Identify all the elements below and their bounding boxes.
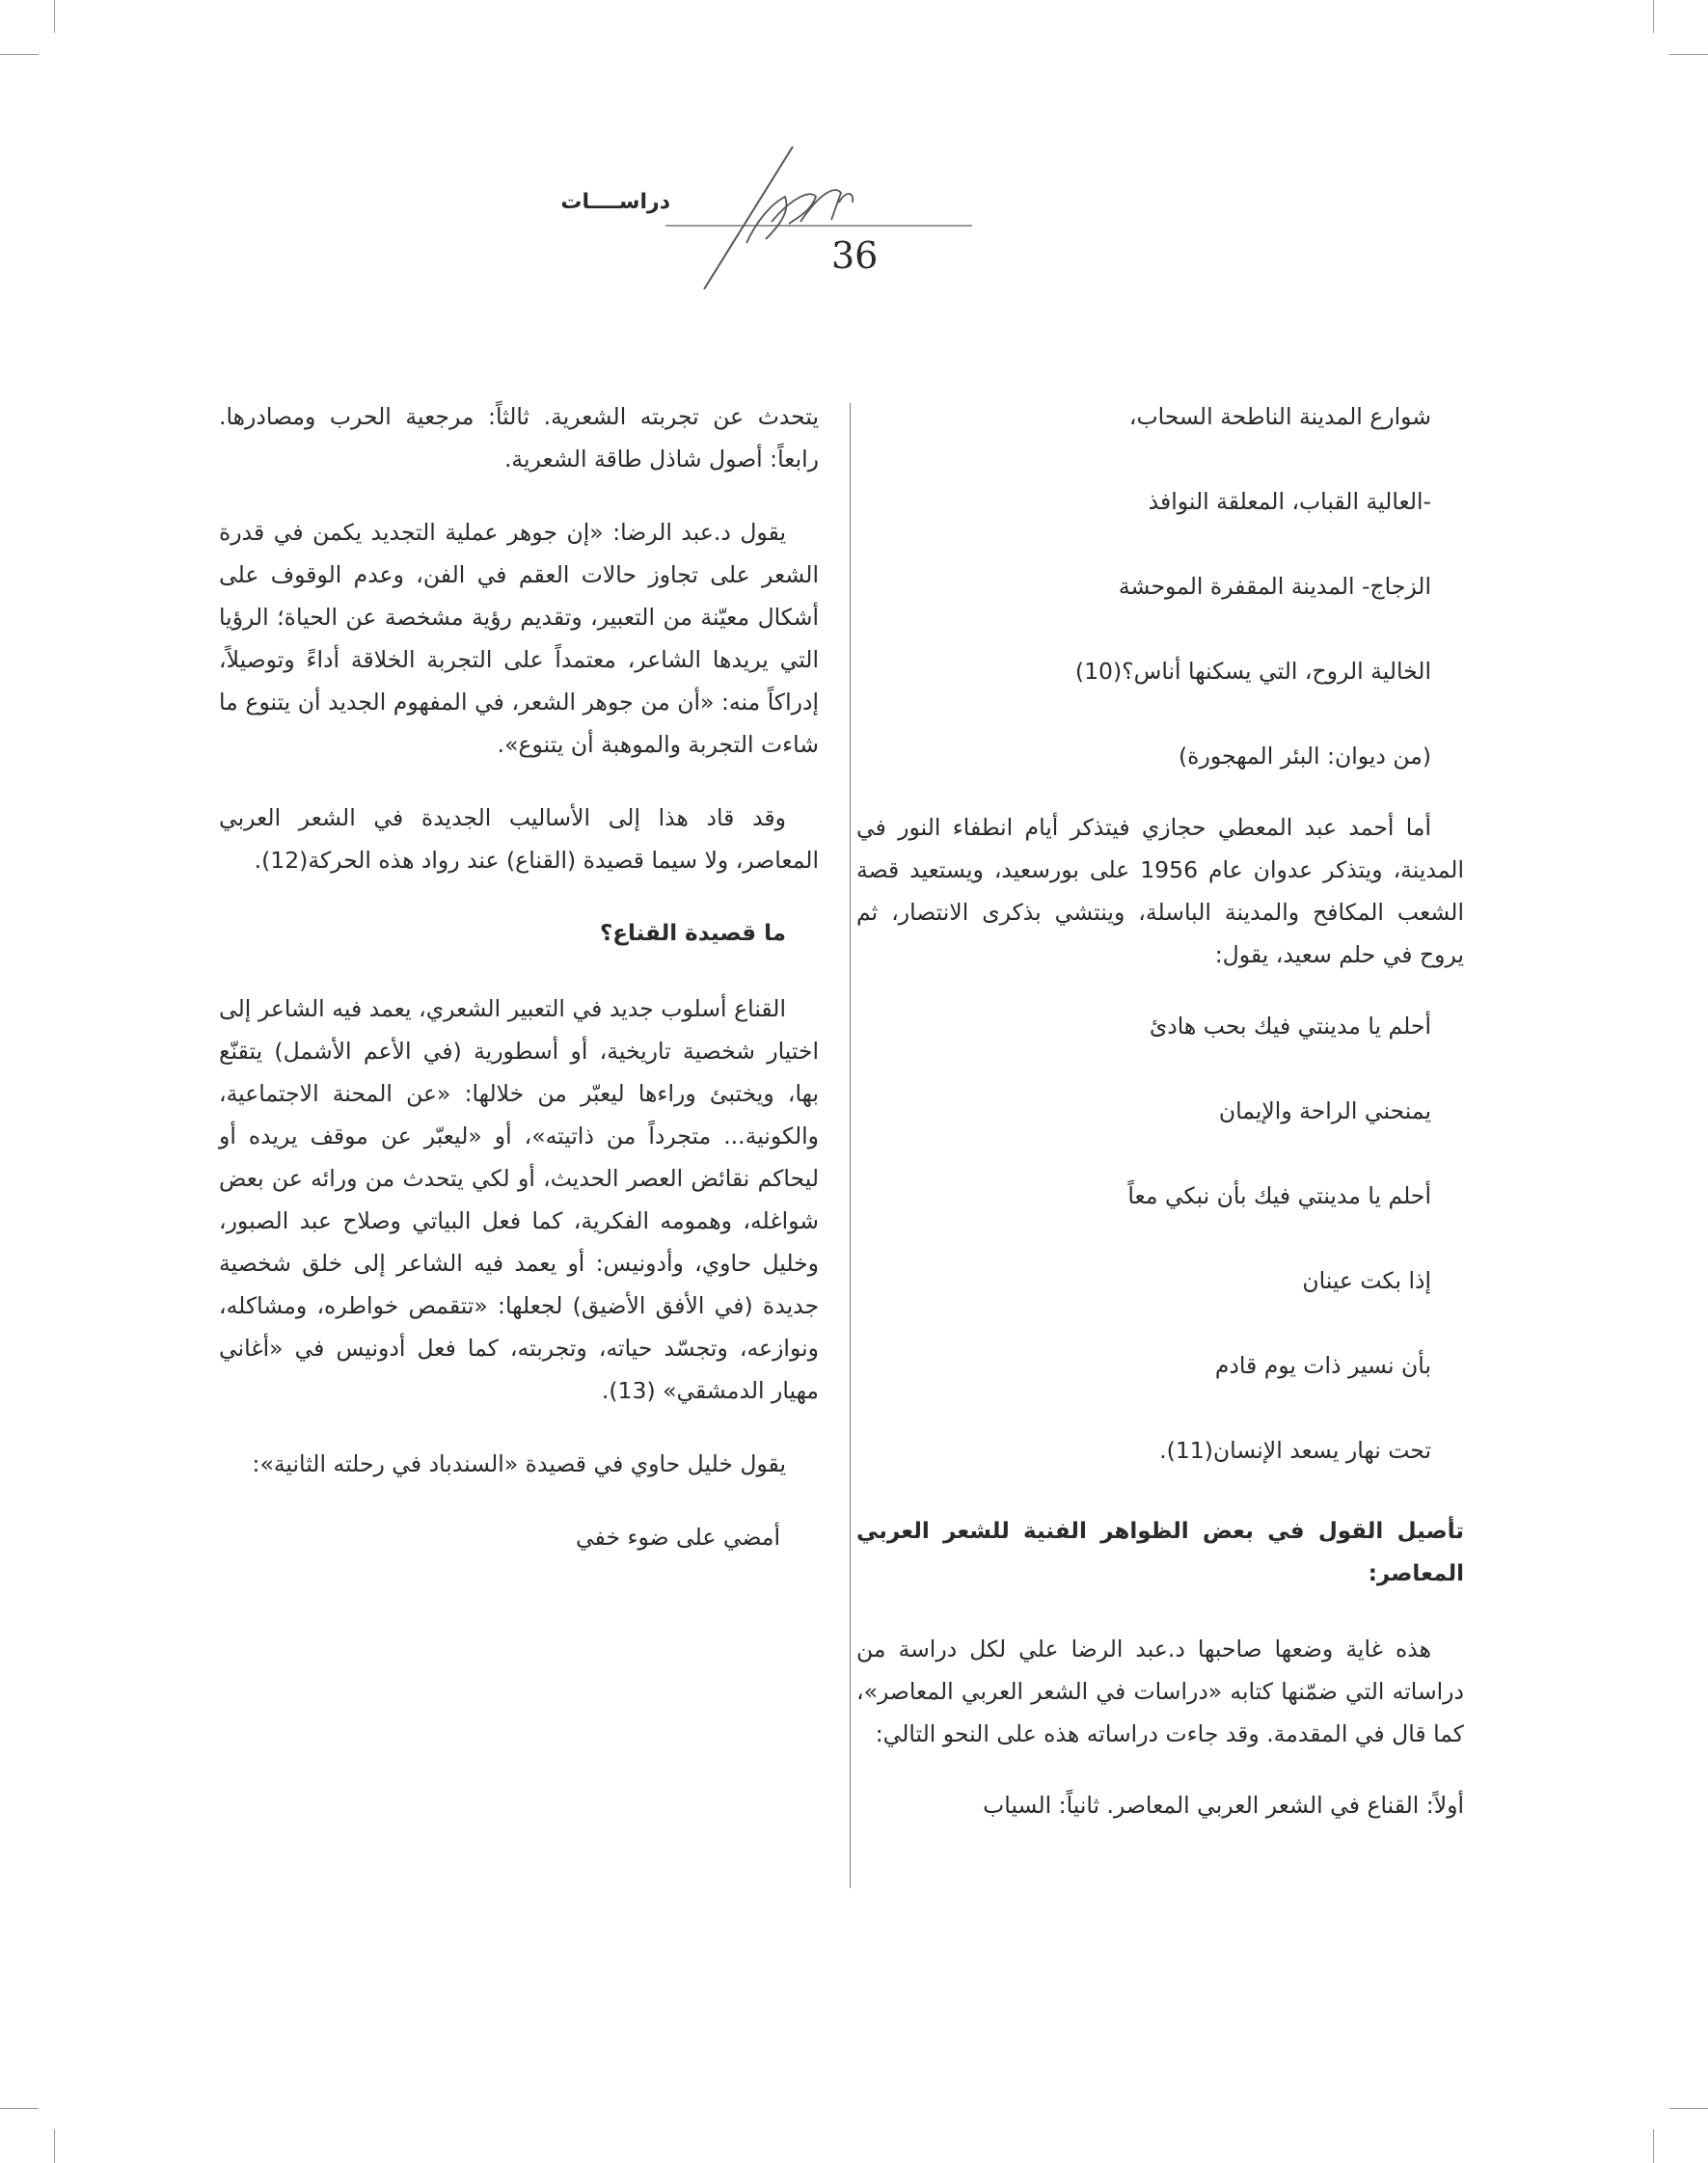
verse-line: الزجاج- المدينة المقفرة الموحشة [1118,573,1431,600]
poem-line: يمنحني الراحة والإيمان [1218,1097,1431,1124]
paragraph: هذه غاية وضعها صاحبها د.عبد الرضا علي لكل دراسة من دراساته التي ضمّنها كتابه «دراسات في الشعر العربي المعاصر»، كما قال في المقدمة. وقد جاءت دراساته هذه على النحو التالي: [856,1636,1464,1747]
page-header [560,135,993,289]
crop-mark [1653,2129,1654,2163]
source-note: (من ديوان: البئر المهجورة) [1179,743,1431,770]
paragraph: القناع أسلوب جديد في التعبير الشعري، يعمد فيه الشاعر إلى اختيار شخصية تاريخية، أو أسطورية (في الأعم الأشمل) يتقنّع بها، ويختبئ وراءها ليعبّر من خلالها: «عن المحنة الاجتماعية، والكونية... متجرداً من ذاتيته»، أو «ليعبّر عن موقف يريده أو ليحاكم نقائض العصر الحديث، أو لكي يتحدث من ورائه عن بعض شواغله، وهمومه الفكرية، كما فعل البياتي وصلاح عبد الصبور، وخليل حاوي، وأدونيس: أو يعمد فيه الشاعر إلى خلق شخصية جديدة (في الأفق الأضيق) لجعلها: «تتقمص خواطره، ومشاكله، ونوازعه، وتجسّد حياته، وتجربته، كما فعل أدونيس في «أغاني مهيار الدمشقي» (13). [219,995,819,1404]
right-column [856,395,1464,1857]
paragraph: يقول د.عبد الرضا: «إن جوهر عملية التجديد يكمن في قدرة الشعر على تجاوز حالات العقم في الفن، وعدم الوقوف على أشكال معيّنة من التعبير، وتقديم رؤية مشخصة عن الحياة؛ الرؤيا التي يريدها الشاعر، معتمداً على التجربة الخلاقة أداءً وتوصيلاً، إدراكاً منه: «أن من جوهر الشعر، في المفهوم الجديد أن يتنوع ما شاءت التجربة والموهبة أن يتنوع». [219,519,819,758]
paragraph: يقول خليل حاوي في قصيدة «السندباد في رحلته الثانية»: [252,1450,786,1477]
left-column [219,395,819,1601]
verse-line: أمضي على ضوء خفي [575,1524,780,1551]
paragraph: أولاً: القناع في الشعر العربي المعاصر. ثانياً: السياب [983,1792,1464,1819]
verse-line: شوارع المدينة الناطحة السحاب، [1128,403,1431,430]
section-heading: تأصيل القول في بعض الظواهر الفنية للشعر العربي المعاصر: [856,1519,1464,1586]
crop-mark [0,54,39,55]
crop-mark [0,2108,39,2109]
poem-line: أحلم يا مدينتي فيك بحب هادئ [1149,1013,1431,1040]
paragraph: أما أحمد عبد المعطي حجازي فيتذكر أيام انطفاء النور في المدينة، ويتذكر عدوان عام 1956 على بورسعيد، ويستعيد قصة الشعب المكافح والمدينة الباسلة، وينتشي بذكرى الانتصار، ثم يروح في حلم سعيد، يقول: [856,814,1464,968]
poem-line: أحلم يا مدينتي فيك بأن نبكي معاً [1127,1182,1431,1209]
crop-mark [54,2129,55,2163]
crop-mark [54,0,55,33]
verse-line: الخالية الروح، التي يسكنها أناس؟(10) [1074,658,1431,685]
page-number: 36 [831,234,879,277]
verse-line: -العالية القباب، المعلقة النوافذ [1148,488,1431,515]
crop-mark [1653,0,1654,33]
poem-line: إذا بكت عينان [1302,1267,1431,1294]
section-label: دراســــات [560,190,670,214]
crop-mark [1669,2108,1708,2109]
crop-mark [1669,54,1708,55]
column-divider [850,403,851,1888]
journal-logo-icon [665,135,993,289]
paragraph: وقد قاد هذا إلى الأساليب الجديدة في الشعر العربي المعاصر، ولا سيما قصيدة (القناع) عند رواد هذه الحركة(12). [219,804,819,874]
poem-line: تحت نهار يسعد الإنسان(11). [1159,1437,1431,1464]
section-heading: ما قصيدة القناع؟ [599,921,786,946]
paragraph: يتحدث عن تجربته الشعرية. ثالثاً: مرجعية الحرب ومصادرها. رابعاً: أصول شاذل طاقة الشعرية. [219,403,819,473]
poem-line: بأن نسير ذات يوم قادم [1214,1352,1431,1379]
